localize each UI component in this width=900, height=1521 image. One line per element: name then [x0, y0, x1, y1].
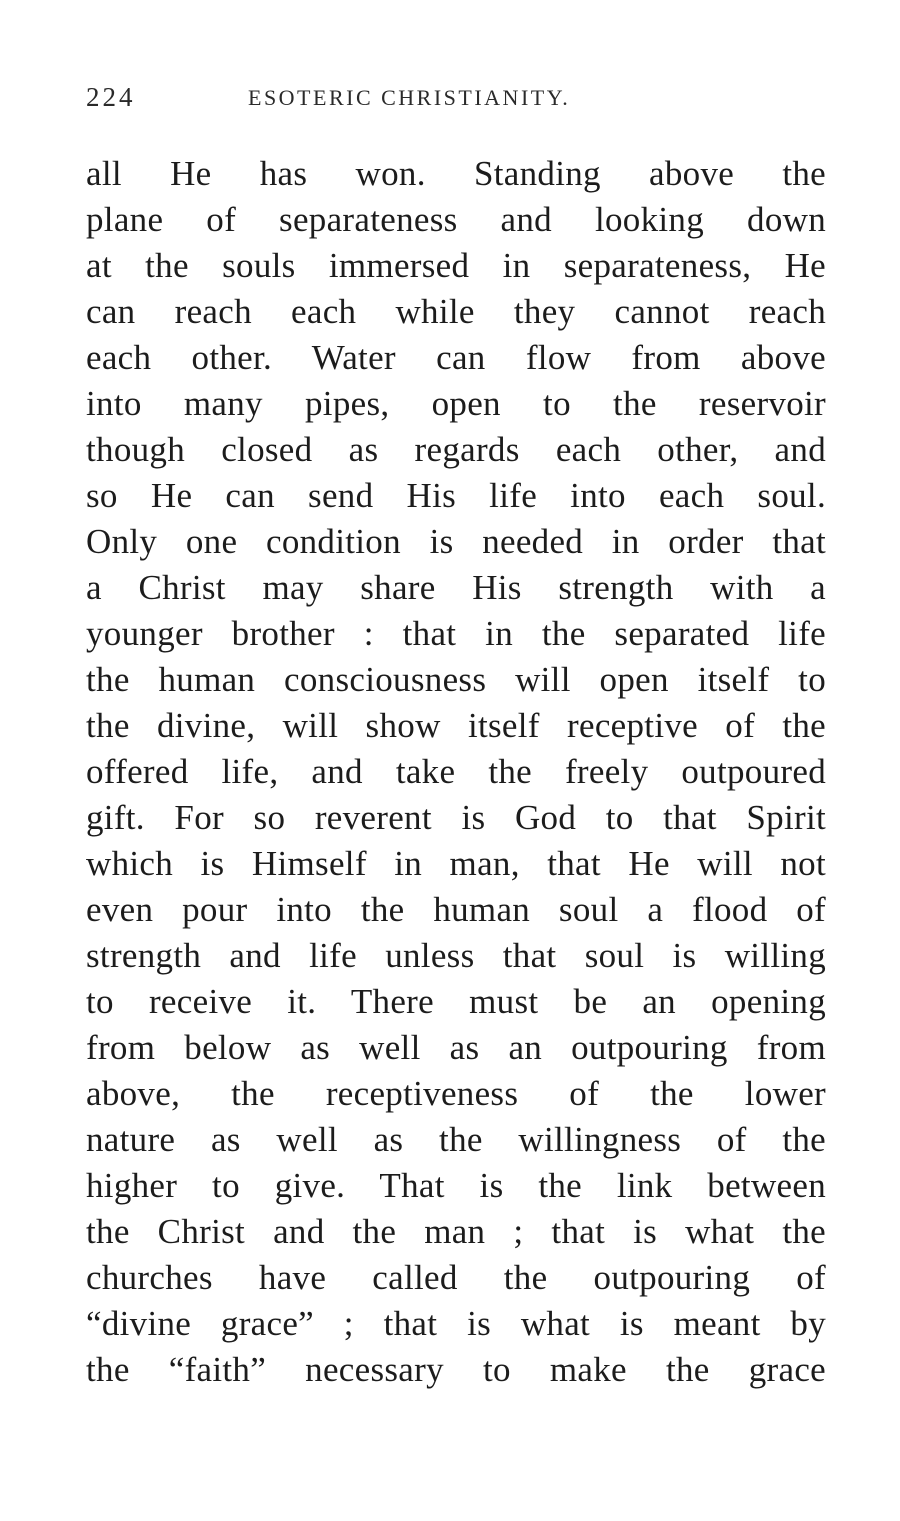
- text-line: above, the receptiveness of the lower: [86, 1074, 826, 1113]
- running-title: ESOTERIC CHRISTIANITY.: [248, 85, 571, 110]
- text-line: offered life, and take the freely outpoured: [86, 752, 826, 791]
- text-line: higher to give. That is the link between: [86, 1166, 826, 1205]
- text-line: the divine, will show itself receptive of the: [86, 706, 826, 745]
- text-line: churches have called the outpouring of: [86, 1258, 826, 1297]
- text-line: each other. Water can flow from above: [86, 338, 826, 377]
- text-line: so He can send His life into each soul.: [86, 476, 826, 515]
- text-line: though closed as regards each other, and: [86, 430, 826, 469]
- text-line: “divine grace” ; that is what is meant by: [86, 1304, 826, 1343]
- text-line: nature as well as the willingness of the: [86, 1120, 826, 1159]
- text-line: younger brother : that in the separated life: [86, 614, 826, 653]
- text-line: plane of separateness and looking down: [86, 200, 826, 239]
- body-text: [86, 151, 826, 1393]
- text-line: the Christ and the man ; that is what the: [86, 1212, 826, 1251]
- text-line: gift. For so reverent is God to that Spirit: [86, 798, 826, 837]
- text-line: all He has won. Standing above the: [86, 154, 826, 193]
- text-line: even pour into the human soul a flood of: [86, 890, 826, 929]
- running-head: [86, 82, 826, 122]
- text-line: the “faith” necessary to make the grace: [86, 1350, 826, 1389]
- text-line: into many pipes, open to the reservoir: [86, 384, 826, 423]
- text-line: can reach each while they cannot reach: [86, 292, 826, 331]
- text-line: a Christ may share His strength with a: [86, 568, 826, 607]
- text-line: the human consciousness will open itself to: [86, 660, 826, 699]
- text-line: Only one condition is needed in order that: [86, 522, 826, 561]
- text-line: from below as well as an outpouring from: [86, 1028, 826, 1067]
- text-line: at the souls immersed in separateness, He: [86, 246, 826, 285]
- text-line: which is Himself in man, that He will not: [86, 844, 826, 883]
- text-line: strength and life unless that soul is willing: [86, 936, 826, 975]
- page-number: 224: [86, 82, 136, 112]
- text-line: to receive it. There must be an opening: [86, 982, 826, 1021]
